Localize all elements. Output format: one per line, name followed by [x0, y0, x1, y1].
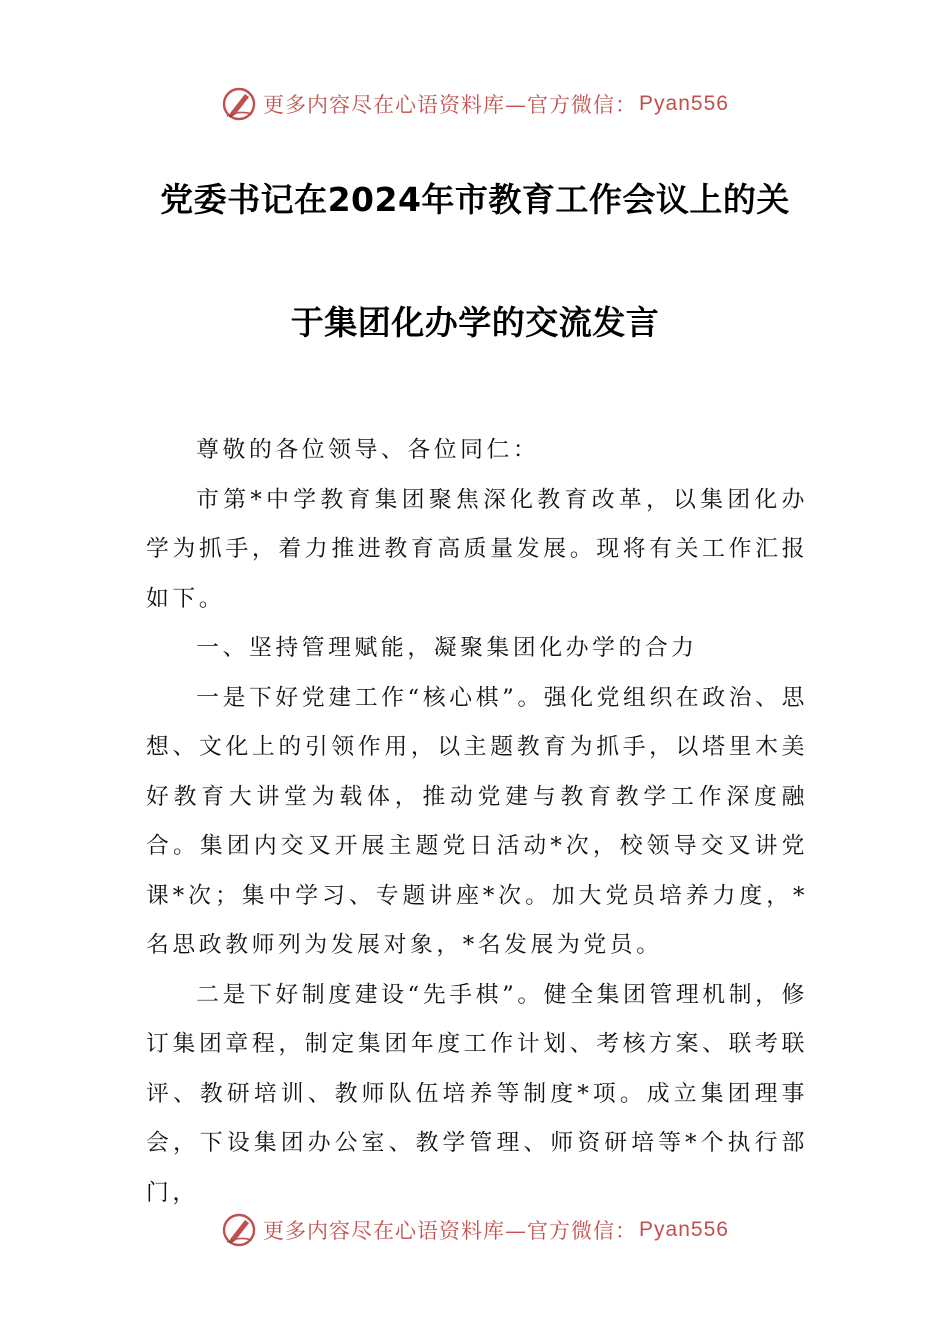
body-paragraph-party-building: 一是下好党建工作“核心棋”。强化党组织在政治、思想、文化上的引领作用，以主题教育为抓手，以塔里木美好教育大讲堂为载体，推动党建与教育教学工作深度融合。集团内交叉开展主题党日活动*次，校领导交叉讲党课*次；集中学习、专题讲座*次。加大党员培养力度，*名思政教师列为发展对象，*名发展为党员。 [146, 684, 808, 958]
salutation-paragraph: 尊敬的各位领导、各位同仁： [196, 437, 540, 463]
watermark-header [0, 84, 950, 124]
watermark-wechat-id: Pyan556 [639, 1218, 729, 1241]
watermark-text: 更多内容尽在心语资料库—官方微信： [263, 93, 638, 117]
section-heading-1: 一、坚持管理赋能，凝聚集团化办学的合力 [196, 635, 698, 661]
watermark-wechat-id: Pyan556 [639, 92, 729, 115]
pen-logo-icon [221, 86, 257, 122]
document-body [146, 426, 808, 1218]
document-title-line-2: 于集团化办学的交流发言 [290, 303, 660, 342]
body-paragraph-institution: 二是下好制度建设“先手棋”。健全集团管理机制，修订集团章程，制定集团年度工作计划、考核方案、联考联评、教研培训、教师队伍培养等制度*项。成立集团理事会，下设集团办公室、教学管理、师资研培等*个执行部门， [146, 981, 808, 1206]
intro-paragraph: 市第*中学教育集团聚焦深化教育改革，以集团化办学为抓手，着力推进教育高质量发展。现将有关工作汇报如下。 [146, 486, 808, 612]
watermark-footer [0, 1210, 950, 1250]
document-title-line-1: 党委书记在2024年市教育工作会议上的关 [160, 180, 790, 219]
watermark-text: 更多内容尽在心语资料库—官方微信： [263, 1219, 638, 1243]
pen-logo-icon [221, 1212, 257, 1248]
